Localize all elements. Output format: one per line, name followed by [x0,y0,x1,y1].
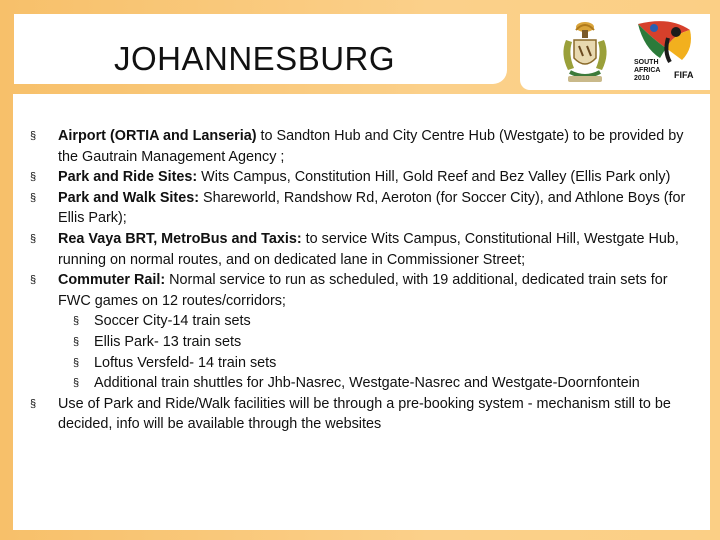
page-title: JOHANNESBURG [114,40,396,77]
coat-of-arms-icon [554,18,616,84]
sub-item-text: Soccer City-14 train sets [94,313,251,330]
bullet-icon: § [73,315,80,328]
item-heading: Commuter Rail: [58,272,166,289]
fifa-world-cup-2010-logo-icon [630,18,702,88]
bullet-list [20,126,700,435]
item-text: Shareworld, Randshow Rd, Aeroton (for Soccer City), and Athlone Boys (for Ellis Park); [58,189,686,227]
item-heading: Park and Ride Sites: [58,169,198,186]
wc-logo-line1: SOUTH [634,59,659,66]
bullet-list-container [20,126,700,435]
bullet-icon: § [30,191,37,204]
list-item [20,188,700,229]
bullet-icon: § [30,171,37,184]
item-heading: Airport (ORTIA and Lanseria) [58,128,257,144]
wc-logo-fifa: FIFA [674,70,694,80]
wc-logo-line2: AFRICA [634,67,661,74]
sub-list-item [58,332,700,353]
item-heading: Park and Walk Sites: [58,189,200,206]
bullet-icon: § [30,397,37,410]
bullet-icon: § [73,377,80,390]
item-text: Use of Park and Ride/Walk facilities will be through a pre-booking system - mechanism still to be decided, info will be available through the websites [58,395,671,433]
sub-item-text: Ellis Park- 13 train sets [94,333,242,350]
list-item [20,126,700,167]
list-item [20,270,700,394]
sub-item-text: Loftus Versfeld- 14 train sets [94,354,277,371]
bullet-icon: § [73,335,80,348]
sub-list-item [58,373,700,394]
wc-logo-line3: 2010 [634,75,650,82]
bullet-icon: § [30,232,37,245]
list-item [20,394,700,435]
item-text: Wits Campus, Constitution Hill, Gold Reef and Bez Valley (Ellis Park only) [197,169,671,186]
bullet-icon: § [73,356,80,369]
sub-item-text: Additional train shuttles for Jhb-Nasrec, Westgate-Nasrec and Westgate-Doornfontein [94,375,640,392]
bullet-icon: § [30,274,37,287]
item-heading: Rea Vaya BRT, MetroBus and Taxis: [58,230,302,247]
sub-bullet-list [58,311,700,393]
item-text: Normal service to run as scheduled, with 19 additional, dedicated train sets for FWC games on 12 routes/corridors; [58,272,668,309]
sub-list-item [58,353,700,374]
sub-list-item [58,311,700,332]
item-text: to Sandton Hub and City Centre Hub (Westgate) to be provided by the Gautrain Management Agency ; [58,128,684,165]
bullet-icon: § [30,130,37,142]
item-text: to service Wits Campus, Constitutional Hill, Westgate Hub, running on normal routes, and on dedicated lane in Commissioner Street; [58,230,679,268]
list-item [20,229,700,270]
list-item [20,167,700,188]
